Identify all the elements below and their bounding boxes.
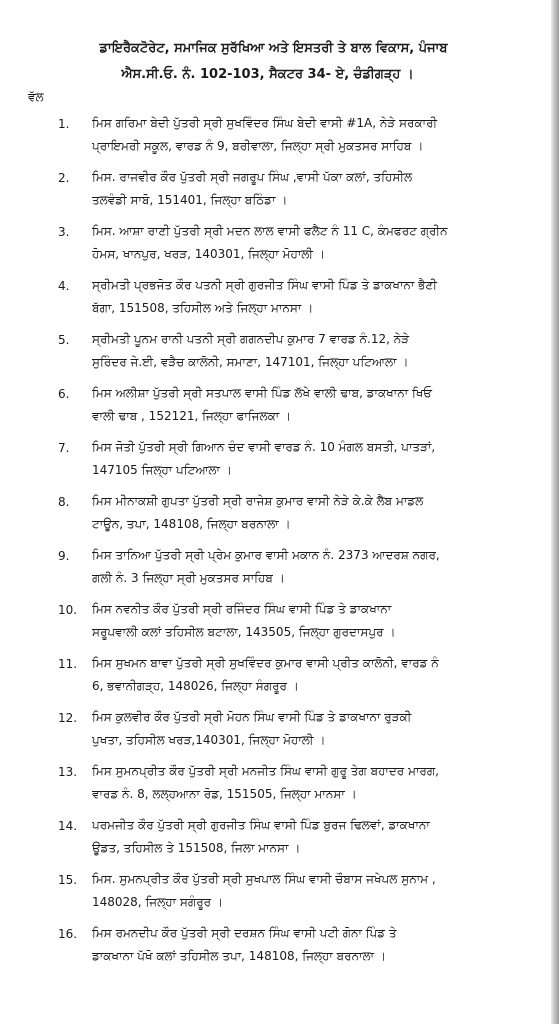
- list-item: [0, 544, 551, 598]
- item-text: [92, 598, 542, 644]
- item-line-2: ਤਲਵੰਡੀ ਸਾਬੋ, 151401, ਜਿਲ੍ਹਾ ਬਠਿੰਡਾ ।: [92, 193, 288, 207]
- item-line-1: ਮਿਸ ਤਾਨਿਆ ਪੁੱਤਰੀ ਸ੍ਰੀ ਪ੍ਰੇਮ ਕੁਮਾਰ ਵਾਸੀ ਮਕਾਨ ਨੰ. 2373 ਆਦਰਸ਼ ਨਗਰ,: [92, 548, 440, 562]
- item-line-1: ਸ੍ਰੀਮਤੀ ਪ੍ਰਭਜੋਤ ਕੌਰ ਪਤਨੀ ਸ੍ਰੀ ਗੁਰਜੀਤ ਸਿੰਘ ਵਾਸੀ ਪਿੰਡ ਤੇ ਡਾਕਖਾਨਾ ਭੈਣੀ: [92, 278, 437, 292]
- item-line-1: ਮਿਸ ਅਲੀਸ਼ਾ ਪੁੱਤਰੀ ਸ੍ਰੀ ਸਤਪਾਲ ਵਾਸੀ ਪਿੰਡ ਲੱਖੇ ਵਾਲੀ ਢਾਬ, ਡਾਕਖਾਨਾ ਖਿਓ: [92, 386, 433, 400]
- list-item: [0, 760, 551, 814]
- item-line-1: ਮਿਸ. ਸੁਮਨਪ੍ਰੀਤ ਕੌਰ ਪੁੱਤਰੀ ਸ੍ਰੀ ਸੁਖਪਾਲ ਸਿੰਘ ਵਾਸੀ ਚੌਬਾਸ ਜਖੇਪਲ ਸੁਨਾਮ ,: [92, 872, 436, 886]
- item-line-2: 6, ਭਵਾਨੀਗੜ੍ਹ, 148026, ਜਿਲ੍ਹਾ ਸੰਗਰੂਰ ।: [92, 679, 299, 693]
- item-text: [92, 760, 542, 806]
- addressee-list: [0, 112, 551, 976]
- list-item: [0, 166, 551, 220]
- list-item: [0, 112, 551, 166]
- item-line-2: ਵਾਰਡ ਨੰ. 8, ਲਲ੍ਹਆਨਾ ਰੋਡ, 151505, ਜਿਲ੍ਹਾ ਮਾਨਸਾ ।: [92, 787, 357, 801]
- list-item: [0, 922, 551, 976]
- item-number: 6.: [58, 387, 70, 401]
- list-item: [0, 868, 551, 922]
- item-line-2: ਵਾਲੀ ਢਾਬ , 152121, ਜਿਲ੍ਹਾ ਫਾਜਿਲਕਾ ।: [92, 409, 292, 423]
- list-item: [0, 652, 551, 706]
- item-line-2: ਸਰੂਪਵਾਲੀ ਕਲਾਂ ਤਹਿਸੀਲ ਬਟਾਲਾ, 143505, ਜਿਲ੍ਹਾ ਗੁਰਦਾਸਪੁਰ ।: [92, 625, 396, 639]
- item-line-2: ਹੋਮਸ, ਖਾਨਪੁਰ, ਖਰੜ, 140301, ਜਿਲ੍ਹਾ ਮੋਹਾਲੀ ।: [92, 247, 325, 261]
- list-item: [0, 382, 551, 436]
- list-item: [0, 490, 551, 544]
- item-line-2: ਗਲੀ ਨੰ. 3 ਜਿਲ੍ਹਾ ਸ੍ਰੀ ਮੁਕਤਸਰ ਸਾਹਿਬ ।: [92, 571, 285, 585]
- item-line-2: ਊਡਤ, ਤਹਿਸੀਲ ਤੇ 151508, ਜਿਲਾ ਮਾਨਸਾ ।: [92, 841, 301, 855]
- list-item: [0, 220, 551, 274]
- item-number: 9.: [58, 549, 70, 563]
- item-text: [92, 112, 542, 158]
- item-text: [92, 328, 542, 374]
- item-number: 1.: [58, 117, 70, 131]
- item-text: [92, 922, 542, 968]
- item-text: [92, 166, 542, 212]
- list-item: [0, 706, 551, 760]
- item-number: 12.: [58, 711, 78, 725]
- item-line-1: ਮਿਸ ਨਵਨੀਤ ਕੌਰ ਪੁੱਤਰੀ ਸ੍ਰੀ ਰਜਿੰਦਰ ਸਿੰਘ ਵਾਸੀ ਪਿੰਡ ਤੇ ਡਾਕਖਾਨਾ: [92, 602, 392, 616]
- letterhead-address: ਐਸ.ਸੀ.ਓ. ਨੰ. 102-103, ਸੈਕਟਰ 34- ਏ, ਚੰਡੀਗੜ੍ਹ ।: [121, 67, 414, 82]
- item-line-1: ਪਰਮਜੀਤ ਕੌਰ ਪੁੱਤਰੀ ਸ੍ਰੀ ਗੁਰਜੀਤ ਸਿੰਘ ਵਾਸੀ ਪਿੰਡ ਬੁਰਜ ਢਿਲਵਾਂ, ਡਾਕਖਾਨਾ: [92, 818, 430, 832]
- item-text: [92, 652, 542, 698]
- item-number: 16.: [58, 927, 78, 941]
- item-number: 10.: [58, 603, 78, 617]
- item-text: [92, 544, 542, 590]
- item-number: 11.: [58, 657, 78, 671]
- item-text: [92, 274, 542, 320]
- letterhead-department: ਡਾਇਰੈਕਟੋਰੇਟ, ਸਮਾਜਿਕ ਸੁਰੱਖਿਆ ਅਤੇ ਇਸਤਰੀ ਤੇ ਬਾਲ ਵਿਕਾਸ, ਪੰਜਾਬ: [99, 41, 448, 56]
- list-item: [0, 814, 551, 868]
- item-number: 4.: [58, 279, 70, 293]
- item-line-1: ਮਿਸ. ਆਸ਼ਾ ਰਾਣੀ ਪੁੱਤਰੀ ਸ੍ਰੀ ਮਦਨ ਲਾਲ ਵਾਸੀ ਫਲੈਟ ਨੰ 11 C, ਕੰਮਫਰਟ ਗ੍ਰੀਨ: [92, 224, 448, 238]
- item-line-2: 148028, ਜਿਲ੍ਹਾ ਸਗੰਰੂਰ ।: [92, 895, 223, 909]
- letterhead: [0, 36, 559, 88]
- item-line-2: ਟਾਊਨ, ਤਪਾ, 148108, ਜਿਲ੍ਹਾ ਬਰਨਾਲਾ ।: [92, 517, 291, 531]
- item-line-1: ਮਿਸ ਜੋਤੀ ਪੁੱਤਰੀ ਸ੍ਰੀ ਗਿਆਨ ਚੰਦ ਵਾਸੀ ਵਾਰਡ ਨੰ. 10 ਮੰਗਲ ਬਸਤੀ, ਪਾਤੜਾਂ,: [92, 440, 436, 454]
- item-number: 5.: [58, 333, 70, 347]
- item-number: 14.: [58, 819, 78, 833]
- item-line-1: ਮਿਸ ਕੁਲਵੀਰ ਕੌਰ ਪੁੱਤਰੀ ਸ੍ਰੀ ਮੋਹਨ ਸਿੰਘ ਵਾਸੀ ਪਿੰਡ ਤੇ ਡਾਕਖਾਨਾ ਰੁੜਕੀ: [92, 710, 412, 724]
- item-line-1: ਮਿਸ. ਰਾਜਵੀਰ ਕੌਰ ਪੁੱਤਰੀ ਸ੍ਰੀ ਜਗਰੂਪ ਸਿੰਘ ,ਵਾਸੀ ਪੱਕਾ ਕਲਾਂ, ਤਹਿਸੀਲ: [92, 170, 413, 184]
- item-number: 7.: [58, 441, 70, 455]
- item-line-2: ਪੁਖਤਾ, ਤਹਿਸੀਲ ਖਰੜ,140301, ਜਿਲ੍ਹਾ ਮੋਹਾਲੀ ।: [92, 733, 326, 747]
- item-text: [92, 706, 542, 752]
- item-number: 2.: [58, 171, 70, 185]
- item-line-1: ਮਿਸ ਰਮਨਦੀਪ ਕੌਰ ਪੁੱਤਰੀ ਸ੍ਰੀ ਦਰਸ਼ਨ ਸਿੰਘ ਵਾਸੀ ਪਟੀ ਗੋਨਾ ਪਿੰਡ ਤੇ: [92, 926, 397, 940]
- item-text: [92, 814, 542, 860]
- list-item: [0, 436, 551, 490]
- item-number: 3.: [58, 225, 70, 239]
- item-line-2: ਡਾਕਖਾਨਾ ਪੱਖੋ ਕਲਾਂ ਤਹਿਸੀਲ ਤਪਾ, 148108, ਜਿਲ੍ਹਾ ਬਰਨਾਲਾ ।: [92, 949, 386, 963]
- item-line-2: ਸੁਰਿੰਦਰ ਜੇ.ਈ, ਵੜੈਚ ਕਾਲੋਨੀ, ਸਮਾਣਾ, 147101, ਜਿਲ੍ਹਾ ਪਟਿਆਲਾ ।: [92, 355, 409, 369]
- item-line-2: 147105 ਜਿਲ੍ਹਾ ਪਟਿਆਲਾ ।: [92, 463, 232, 477]
- item-line-1: ਮਿਸ ਮੀਨਾਕਸ਼ੀ ਗੁਪਤਾ ਪੁੱਤਰੀ ਸ੍ਰੀ ਰਾਜੇਸ਼ ਕੁਮਾਰ ਵਾਸੀ ਨੇੜੇ ਕੇ.ਕੇ ਲੈਬ ਮਾਡਲ: [92, 494, 424, 508]
- list-item: [0, 328, 551, 382]
- item-text: [92, 220, 542, 266]
- item-line-1: ਮਿਸ ਸੁਮਨਪ੍ਰੀਤ ਕੌਰ ਪੁੱਤਰੀ ਸ੍ਰੀ ਮਨਜੀਤ ਸਿੰਘ ਵਾਸੀ ਗੁਰੂ ਤੇਗ ਬਹਾਦਰ ਮਾਰਗ,: [92, 764, 439, 778]
- item-line-2: ਬੱਗਾ, 151508, ਤਹਿਸੀਲ ਅਤੇ ਜਿਲ੍ਹਾ ਮਾਨਸਾ ।: [92, 301, 314, 315]
- item-number: 15.: [58, 873, 78, 887]
- page-edge-shadow: [551, 0, 559, 1024]
- item-text: [92, 490, 542, 536]
- item-text: [92, 382, 542, 428]
- list-item: [0, 274, 551, 328]
- item-number: 13.: [58, 765, 78, 779]
- list-item: [0, 598, 551, 652]
- item-text: [92, 868, 542, 914]
- item-text: [92, 436, 542, 482]
- item-line-2: ਪ੍ਰਾਇਮਰੀ ਸਕੂਲ, ਵਾਰਡ ਨੰ 9, ਬਰੀਵਾਲਾ, ਜਿਲ੍ਹਾ ਸ੍ਰੀ ਮੁਕਤਸਰ ਸਾਹਿਬ ।: [92, 139, 424, 153]
- item-line-1: ਸ੍ਰੀਮਤੀ ਪੂਨਮ ਰਾਨੀ ਪਤਨੀ ਸ੍ਰੀ ਗਗਨਦੀਪ ਕੁਮਾਰ 7 ਵਾਰਡ ਨੰ.12, ਨੇੜੇ: [92, 332, 410, 346]
- salutation: ਵੱਲ: [28, 90, 44, 104]
- item-line-1: ਮਿਸ ਸੁਖਮਨ ਬਾਵਾ ਪੁੱਤਰੀ ਸ੍ਰੀ ਸੁਖਵਿੰਦਰ ਕੁਮਾਰ ਵਾਸੀ ਪ੍ਰੀਤ ਕਾਲੋਨੀ, ਵਾਰਡ ਨੰ: [92, 656, 439, 670]
- item-line-1: ਮਿਸ ਗਰਿਮਾ ਬੇਦੀ ਪੁੱਤਰੀ ਸ੍ਰੀ ਸੁਖਵਿੰਦਰ ਸਿੰਘ ਬੇਦੀ ਵਾਸੀ #1A, ਨੇੜੇ ਸਰਕਾਰੀ: [92, 116, 438, 130]
- item-number: 8.: [58, 495, 70, 509]
